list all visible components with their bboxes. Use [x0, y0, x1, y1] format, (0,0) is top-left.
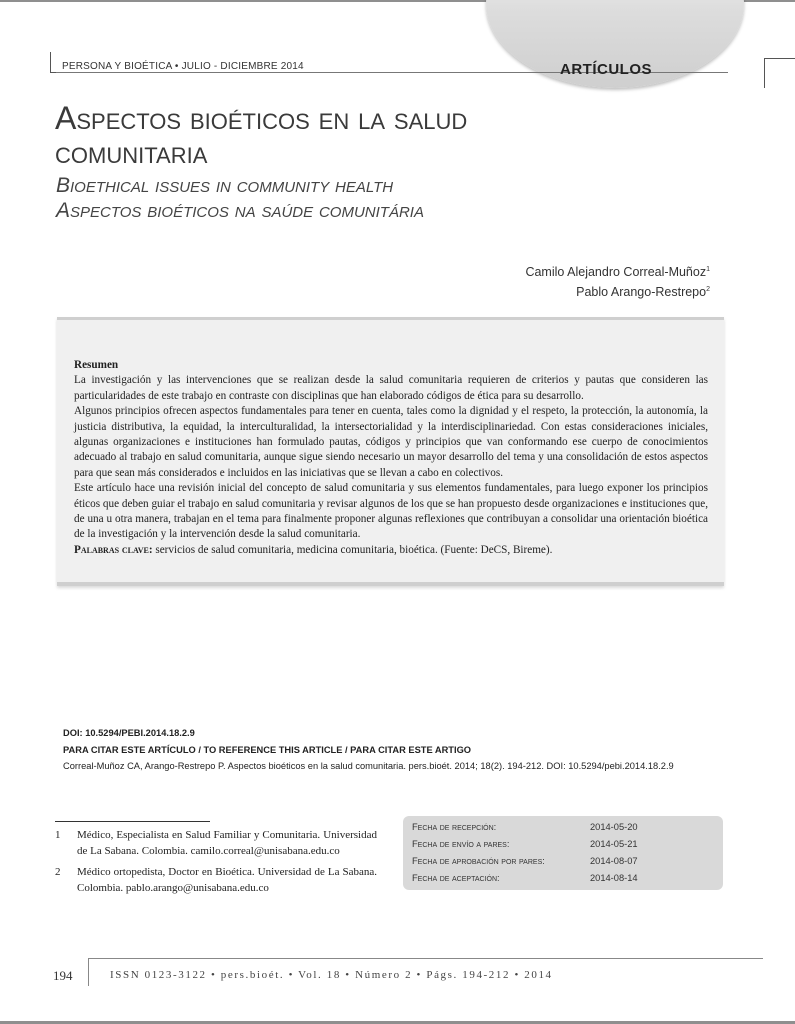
footnote-text: Médico, Especialista en Salud Familiar y Comunitaria. Universidad de La Sabana. Colombia. camilo.correal@unisabana.edu.co: [77, 829, 377, 857]
title-english: Bioethical issues in community health: [56, 174, 394, 197]
footnote-number: 1: [55, 829, 61, 841]
date-label: Fecha de recepción:: [412, 822, 497, 832]
title-portuguese: Aspectos bioéticos na saúde comunitária: [56, 199, 424, 222]
footnote: [55, 828, 377, 859]
abstract-heading: Resumen: [74, 359, 119, 371]
journal-header: PERSONA Y BIOÉTICA • JULIO - DICIEMBRE 2014: [62, 61, 304, 72]
author-2: [576, 285, 710, 299]
footnotes: [55, 828, 377, 902]
footnote: [55, 865, 377, 896]
dates-box: [403, 816, 723, 890]
keywords-text: servicios de salud comunitaria, medicina comunitaria, bioética. (Fuente: DeCS, Bireme).: [152, 543, 553, 556]
abstract-paragraph-1: La investigación y las intervenciones que se realizan desde la salud comunitaria requieren de criterios y pautas que consideren las particularidades de este trabajo en contraste con disciplinas que han elaborado códigos de ética para su desarrollo.: [74, 374, 708, 402]
translated-titles: [56, 173, 424, 223]
date-row: [412, 839, 638, 849]
citation-block: [63, 725, 743, 775]
footer-issn: ISSN 0123-3122 • pers.bioét. • Vol. 18 • Número 2 • Págs. 194-212 • 2014: [110, 969, 553, 981]
corner-mark-right: [764, 58, 765, 88]
corner-mark-right-h: [764, 58, 795, 59]
footnote-text: Médico ortopedista, Doctor en Bioética. Universidad de La Sabana. Colombia. pablo.arango@unisabana.edu.co: [77, 866, 377, 894]
date-row: [412, 856, 638, 866]
abstract-text: [74, 358, 708, 558]
date-label: Fecha de envío a pares:: [412, 839, 510, 849]
footer-rule: [88, 958, 763, 959]
footnote-number: 2: [55, 866, 61, 878]
footnote-rule: [55, 821, 210, 822]
abstract-paragraph-2: Algunos principios ofrecen aspectos fundamentales para tener en cuenta, tales como la dignidad y el respeto, la protección, la autonomía, la justicia distributiva, la equidad, la interculturalidad, la intersectorialidad y la interdisciplinariedad. Con estas consideraciones iniciales, algunas organizaciones e instituciones han formulado pautas, códigos y principios que van conformando ese cuerpo de conocimientos adecuado al trabajo en salud comunitaria, aunque sigue siendo necesario un mayor desarrollo del tema y una consolidación de estos aspectos para que sean más considerados e incluidos en las iniciativas que se llevan a cabo en colectivos.: [74, 405, 708, 479]
section-label: ARTÍCULOS: [560, 61, 652, 78]
corner-mark-left: [50, 52, 51, 73]
author-name: Pablo Arango-Restrepo: [576, 285, 707, 299]
keywords-label: Palabras clave:: [74, 543, 153, 556]
date-label: Fecha de aprobación por pares:: [412, 856, 545, 866]
date-value: 2014-05-20: [590, 822, 638, 832]
date-row: [412, 822, 638, 832]
doi: DOI: 10.5294/PEBI.2014.18.2.9: [63, 728, 195, 738]
author-1: [525, 265, 710, 279]
abstract-box: [57, 317, 724, 586]
footer-rule-vertical: [88, 958, 89, 986]
keywords: [74, 543, 708, 558]
author-name: Camilo Alejandro Correal-Muñoz: [525, 265, 707, 279]
author-ref: 2: [706, 285, 710, 293]
date-row: [412, 873, 638, 883]
date-label: Fecha de aceptación:: [412, 873, 500, 883]
title-line-2: comunitaria: [55, 134, 208, 170]
date-value: 2014-05-21: [590, 839, 638, 849]
date-value: 2014-08-07: [590, 856, 638, 866]
abstract-paragraph-3: Este artículo hace una revisión inicial del concepto de salud comunitaria y sus elementos fundamentales, para luego exponer los principios éticos que deben guiar el trabajo en salud comunitaria y revisar algunos de los que se han propuesto desde organizaciones e instituciones que, de una u otra manera, trabajan en el tema para finalmente proponer algunas reflexiones que contribuyan a consolidar una orientación bioética de la investigación y la intervención desde la salud comunitaria.: [74, 482, 708, 541]
cite-label: PARA CITAR ESTE ARTÍCULO / TO REFERENCE THIS ARTICLE / PARA CITAR ESTE ARTIGO: [63, 744, 472, 755]
page-number: 194: [53, 968, 73, 983]
date-value: 2014-08-14: [590, 873, 638, 883]
reference: Correal-Muñoz CA, Arango-Restrepo P. Aspectos bioéticos en la salud comunitaria. pers.bioét. 2014; 18(2). 194-212. DOI: 10.5294/pebi.2014.18.2.9: [63, 761, 674, 771]
author-ref: 1: [706, 265, 710, 273]
article-title: [55, 101, 615, 169]
title-line-1: Aspectos bioéticos en la salud: [55, 100, 468, 136]
